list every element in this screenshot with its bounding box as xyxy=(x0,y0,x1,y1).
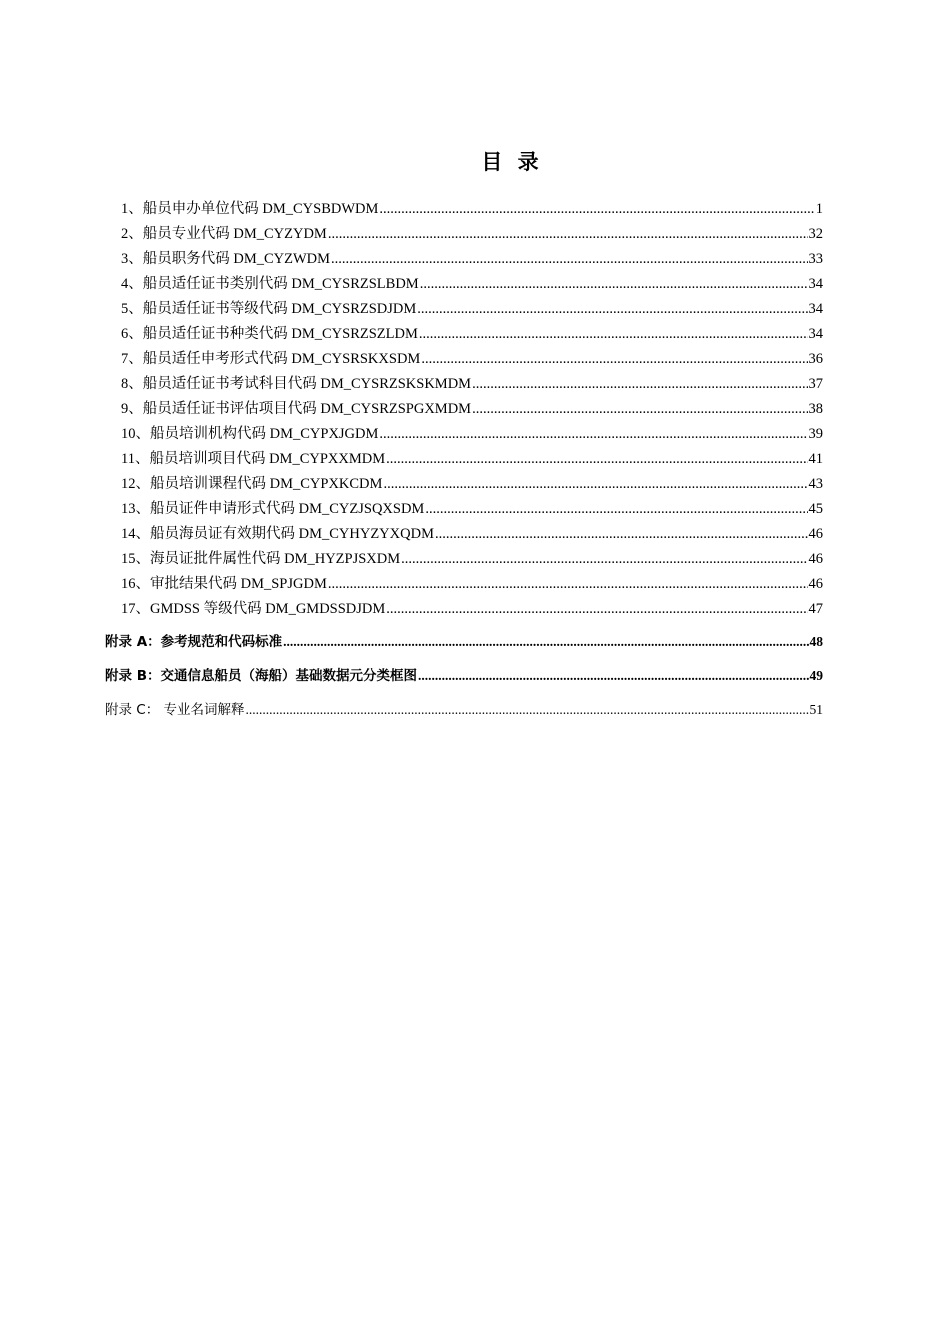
toc-entry-page: 1 xyxy=(815,201,823,217)
toc-entry[interactable] xyxy=(121,423,823,445)
dot-leader xyxy=(417,298,807,320)
toc-entry[interactable] xyxy=(121,523,823,545)
toc-entry-page: 47 xyxy=(808,601,823,617)
toc-entry-label: 10、船员培训机构代码 DM_CYPXJGDM xyxy=(121,426,379,442)
toc-entry-page: 46 xyxy=(808,576,823,592)
dot-leader xyxy=(435,523,808,545)
toc-entry-label: 9、船员适任证书评估项目代码 DM_CYSRZSPGXMDM xyxy=(121,401,472,417)
dot-leader xyxy=(328,223,808,245)
toc-entry[interactable] xyxy=(121,373,823,395)
toc-entry-label: 4、船员适任证书类别代码 DM_CYSRZSLBDM xyxy=(121,276,419,292)
dot-leader xyxy=(401,548,807,570)
toc-entry-page: 36 xyxy=(808,351,823,367)
toc-entry-label: 16、审批结果代码 DM_SPJGDM xyxy=(121,576,327,592)
toc-entry[interactable] xyxy=(121,473,823,495)
toc-appendix-c[interactable] xyxy=(105,699,823,721)
toc-entry-label: 11、船员培训项目代码 DM_CYPXXMDM xyxy=(121,451,386,467)
dot-leader xyxy=(425,498,807,520)
dot-leader xyxy=(283,631,808,653)
toc-entry-label: 5、船员适任证书等级代码 DM_CYSRZSDJDM xyxy=(121,301,417,317)
toc-entry[interactable] xyxy=(121,323,823,345)
toc-entry[interactable] xyxy=(121,298,823,320)
dot-leader xyxy=(472,398,807,420)
toc-entry-page: 38 xyxy=(808,401,823,417)
toc-entry-label: 12、船员培训课程代码 DM_CYPXKCDM xyxy=(121,476,383,492)
dot-leader xyxy=(421,348,807,370)
toc-entry-page: 46 xyxy=(808,551,823,567)
dot-leader xyxy=(379,198,814,220)
toc-entry-label: 7、船员适任申考形式代码 DM_CYSRSKXSDM xyxy=(121,351,421,367)
dot-leader xyxy=(420,273,808,295)
toc-entry-label: 6、船员适任证书种类代码 DM_CYSRZSZLDM xyxy=(121,326,418,342)
toc-entry[interactable] xyxy=(121,273,823,295)
toc-entry-page: 39 xyxy=(808,426,823,442)
toc-entry-label: 8、船员适任证书考试科目代码 DM_CYSRZSKSKMDM xyxy=(121,376,472,392)
toc-entry-page: 43 xyxy=(808,476,823,492)
toc-entry-page: 34 xyxy=(808,301,823,317)
toc-entry-label: 15、海员证批件属性代码 DM_HYZPJSXDM xyxy=(121,551,401,567)
toc-entry[interactable] xyxy=(121,398,823,420)
toc-entry-page: 34 xyxy=(808,326,823,342)
dot-leader xyxy=(472,373,807,395)
toc-appendix-label: 附录 B：交通信息船员（海船）基础数据元分类框图 xyxy=(105,668,417,684)
toc-entry-page: 32 xyxy=(808,226,823,242)
toc-appendix-a[interactable] xyxy=(105,631,823,653)
dot-leader xyxy=(331,248,807,270)
toc-entry-label: 13、船员证件申请形式代码 DM_CYZJSQXSDM xyxy=(121,501,425,517)
dot-leader xyxy=(328,573,808,595)
toc-entry-page: 45 xyxy=(808,501,823,517)
toc-entry-label: 14、船员海员证有效期代码 DM_CYHYZYXQDM xyxy=(121,526,434,542)
toc-entry-label: 3、船员职务代码 DM_CYZWDM xyxy=(121,251,331,267)
dot-leader xyxy=(386,448,807,470)
toc-entry[interactable] xyxy=(121,598,823,620)
toc-entry-label: 1、船员申办单位代码 DM_CYSBDWDM xyxy=(121,201,379,217)
toc-entry-page: 46 xyxy=(808,526,823,542)
toc-entry[interactable] xyxy=(121,198,823,220)
dot-leader xyxy=(386,598,807,620)
dot-leader xyxy=(418,665,809,687)
toc-entry[interactable] xyxy=(121,548,823,570)
toc-title: 目 录 xyxy=(481,150,543,174)
toc-appendix-b[interactable] xyxy=(105,665,823,687)
dot-leader xyxy=(246,699,809,721)
dot-leader xyxy=(379,423,807,445)
toc-appendix-page: 49 xyxy=(809,668,823,683)
toc-entry-page: 41 xyxy=(808,451,823,467)
dot-leader xyxy=(383,473,807,495)
dot-leader xyxy=(419,323,808,345)
toc-entry[interactable] xyxy=(121,573,823,595)
toc-entry-label: 2、船员专业代码 DM_CYZYDM xyxy=(121,226,327,242)
toc-entry[interactable] xyxy=(121,348,823,370)
toc-appendix-page: 48 xyxy=(809,634,823,649)
toc-entry-label: 17、GMDSS 等级代码 DM_GMDSSDJDM xyxy=(121,601,386,617)
toc-appendix-label: 附录 A：参考规范和代码标准 xyxy=(105,634,283,650)
toc-appendix-label: 附录 C： 专业名词解释 xyxy=(105,702,245,718)
toc-entry-page: 33 xyxy=(808,251,823,267)
toc-entry-page: 37 xyxy=(808,376,823,392)
toc-appendix-page: 51 xyxy=(809,702,823,717)
toc-entry-page: 34 xyxy=(808,276,823,292)
toc-entry[interactable] xyxy=(121,448,823,470)
toc-entry[interactable] xyxy=(121,223,823,245)
toc-entry[interactable] xyxy=(121,498,823,520)
toc-entry[interactable] xyxy=(121,248,823,270)
